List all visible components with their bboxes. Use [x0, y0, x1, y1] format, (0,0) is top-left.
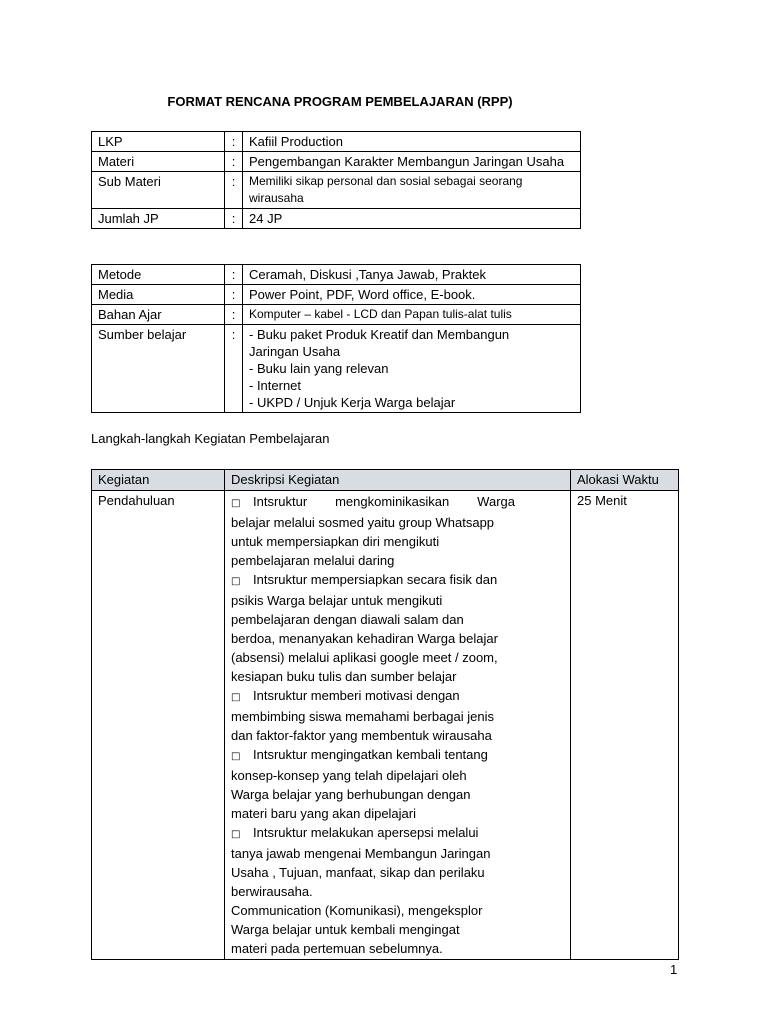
desc-line: Usaha , Tujuan, manfaat, sikap dan perilaku: [231, 865, 485, 880]
table-row: [92, 265, 581, 285]
row-value: Power Point, PDF, Word office, E-book.: [243, 285, 581, 305]
row-colon: :: [225, 132, 243, 152]
info-table-method: [91, 264, 581, 413]
value-line: - Internet: [249, 378, 302, 393]
desc-line: dan faktor-faktor yang membentuk wirausaha: [231, 728, 492, 743]
row-label: Materi: [92, 152, 225, 172]
desc-line: materi baru yang akan dipelajari: [231, 806, 416, 821]
value-line: wirausaha: [249, 191, 304, 205]
row-label: LKP: [92, 132, 225, 152]
checkbox-bullet-icon: □: [231, 829, 241, 840]
row-colon: :: [225, 265, 243, 285]
desc-line: Warga belajar untuk kembali mengingat: [231, 922, 460, 937]
desc-line: □ Intsruktur mengingatkan kembali tentang: [231, 745, 515, 766]
value-line: - Buku lain yang relevan: [249, 361, 389, 376]
desc-line: materi pada pertemuan sebelumnya.: [231, 941, 443, 956]
table-row: [92, 325, 581, 413]
row-value: Pengembangan Karakter Membangun Jaringan Usaha: [243, 152, 581, 172]
row-value: Ceramah, Diskusi ,Tanya Jawab, Praktek: [243, 265, 581, 285]
header-deskripsi: Deskripsi Kegiatan: [225, 470, 571, 491]
value-line: - Buku paket Produk Kreatif dan Membangun: [249, 327, 510, 342]
row-value: 24 JP: [243, 209, 581, 229]
table-header-row: [92, 470, 679, 491]
table-row: [92, 491, 679, 960]
desc-line: tanya jawab mengenai Membangun Jaringan: [231, 846, 491, 861]
value-line: - UKPD / Unjuk Kerja Warga belajar: [249, 395, 456, 410]
checkbox-bullet-icon: □: [231, 498, 241, 509]
activities-table: [91, 469, 679, 960]
info-table-identity: [91, 131, 581, 229]
checkbox-bullet-icon: □: [231, 751, 241, 762]
row-label: Sub Materi: [92, 172, 225, 209]
deskripsi-cell: [225, 491, 571, 960]
checkbox-bullet-icon: □: [231, 576, 241, 587]
section-heading: Langkah-langkah Kegiatan Pembelajaran: [91, 431, 330, 446]
row-colon: :: [225, 285, 243, 305]
desc-line: membimbing siswa memahami berbagai jenis: [231, 709, 494, 724]
value-line: Memiliki sikap personal dan sosial sebagai seorang: [249, 174, 523, 188]
header-kegiatan: Kegiatan: [92, 470, 225, 491]
desc-line: Communication (Komunikasi), mengeksplor: [231, 903, 483, 918]
desc-line: □ Intsruktur memberi motivasi dengan: [231, 686, 515, 707]
table-row: [92, 209, 581, 229]
table-row: [92, 132, 581, 152]
header-alokasi: Alokasi Waktu: [571, 470, 679, 491]
row-label: Metode: [92, 265, 225, 285]
desc-line: □ Intsruktur melakukan apersepsi melalui: [231, 823, 515, 844]
desc-line: psikis Warga belajar untuk mengikuti: [231, 593, 443, 608]
row-colon: :: [225, 152, 243, 172]
desc-line: □ Intsruktur mempersiapkan secara fisik dan: [231, 570, 515, 591]
row-colon: :: [225, 305, 243, 325]
row-value: Komputer – kabel - LCD dan Papan tulis-alat tulis: [243, 305, 581, 325]
row-label: Sumber belajar: [92, 325, 225, 413]
desc-line: □ Intsruktur mengkominikasikan Warga: [231, 492, 515, 513]
row-colon: :: [225, 325, 243, 413]
desc-line: Warga belajar yang berhubungan dengan: [231, 787, 471, 802]
table-row: [92, 172, 581, 209]
alokasi-cell: 25 Menit: [571, 491, 679, 960]
table-row: [92, 285, 581, 305]
desc-line: untuk mempersiapkan diri mengikuti: [231, 534, 440, 549]
row-label: Jumlah JP: [92, 209, 225, 229]
row-label: Media: [92, 285, 225, 305]
desc-line: belajar melalui sosmed yaitu group Whatsapp: [231, 515, 495, 530]
table-row: [92, 152, 581, 172]
desc-line: pembelajaran dengan diawali salam dan: [231, 612, 464, 627]
desc-line: berdoa, menanyakan kehadiran Warga belajar: [231, 631, 498, 646]
page-number: 1: [670, 962, 678, 977]
row-value: [243, 172, 581, 209]
kegiatan-cell: Pendahuluan: [92, 491, 225, 960]
checkbox-bullet-icon: □: [231, 692, 241, 703]
desc-line: berwirausaha.: [231, 884, 313, 899]
row-colon: :: [225, 172, 243, 209]
document-title: FORMAT RENCANA PROGRAM PEMBELAJARAN (RPP): [167, 94, 513, 109]
value-line: Jaringan Usaha: [249, 344, 341, 359]
table-row: [92, 305, 581, 325]
desc-line: (absensi) melalui aplikasi google meet / zoom,: [231, 650, 498, 665]
desc-line: pembelajaran melalui daring: [231, 553, 395, 568]
row-colon: :: [225, 209, 243, 229]
row-value: [243, 325, 581, 413]
row-value: Kafiil Production: [243, 132, 581, 152]
desc-line: konsep-konsep yang telah dipelajari oleh: [231, 768, 467, 783]
row-label: Bahan Ajar: [92, 305, 225, 325]
desc-line: kesiapan buku tulis dan sumber belajar: [231, 669, 457, 684]
